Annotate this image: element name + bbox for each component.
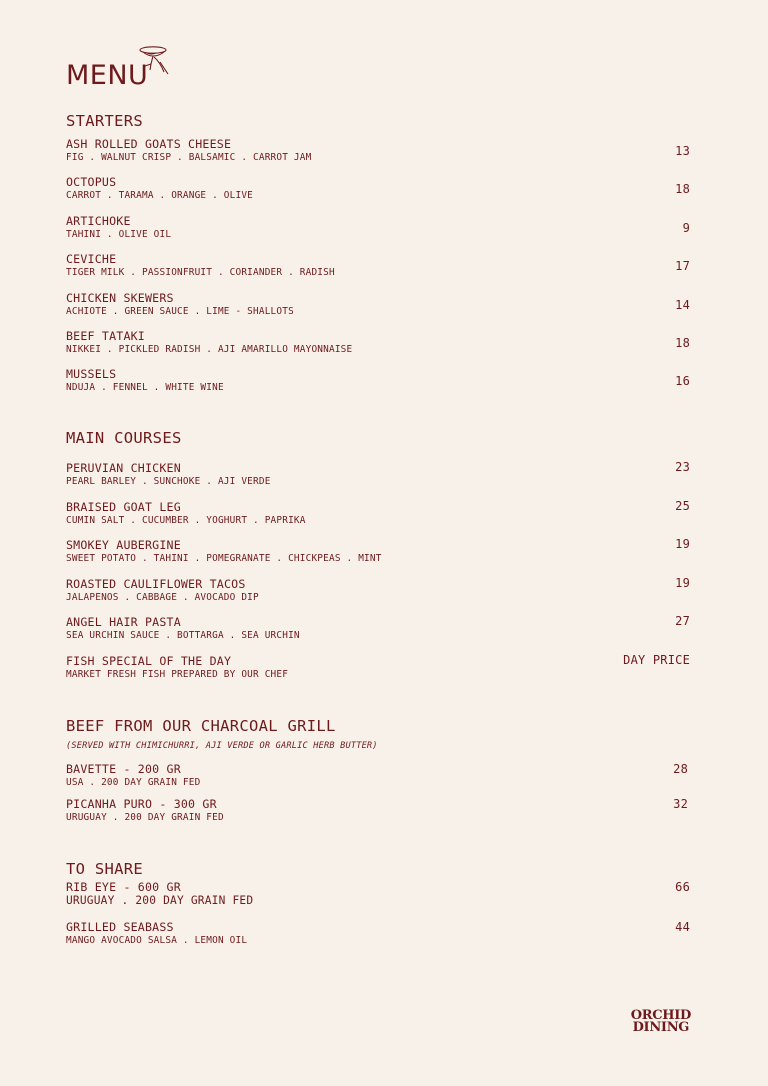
- item-price: 44: [675, 919, 690, 934]
- item-name: CHICKEN SKEWERS: [66, 290, 174, 305]
- item-price: 14: [675, 297, 690, 312]
- item-name: ARTICHOKE: [66, 213, 131, 228]
- section-starters: [66, 111, 690, 407]
- section-title: MAIN COURSES: [66, 429, 182, 447]
- menu-item: [66, 138, 690, 176]
- menu-item: [66, 215, 690, 253]
- item-name: GRILLED SEABASS: [66, 919, 174, 934]
- menu-item: [66, 498, 690, 540]
- item-name: ROASTED CAULIFLOWER TACOS: [66, 576, 246, 591]
- menu-item: [66, 881, 690, 921]
- item-name: ANGEL HAIR PASTA: [66, 615, 181, 630]
- item-desc: CUMIN SALT . CUCUMBER . YOGHURT . PAPRIKA: [66, 514, 306, 526]
- item-price: 25: [675, 498, 690, 513]
- section-title: BEEF FROM OUR CHARCOAL GRILL: [66, 717, 336, 735]
- section-title: STARTERS: [66, 112, 144, 130]
- menu-item: [66, 763, 690, 798]
- item-name: RIB EYE - 600 GR: [66, 880, 181, 894]
- menu-item: [66, 921, 690, 961]
- item-desc: TAHINI . OLIVE OIL: [66, 228, 172, 240]
- item-price: 23: [675, 460, 690, 474]
- item-desc: PEARL BARLEY . SUNCHOKE . AJI VERDE: [66, 476, 271, 487]
- item-name: FISH SPECIAL OF THE DAY: [66, 653, 232, 668]
- page-title: MENU: [66, 60, 149, 91]
- section-note: (SERVED WITH CHIMICHURRI, AJI VERDE OR GARLIC HERB BUTTER): [66, 741, 378, 751]
- item-name: ASH ROLLED GOATS CHEESE: [66, 137, 232, 151]
- item-desc: CARROT . TARAMA . ORANGE . OLIVE: [66, 190, 254, 202]
- item-name: MUSSELS: [66, 367, 117, 382]
- item-name: SMOKEY AUBERGINE: [66, 538, 181, 553]
- section-main-courses: [66, 428, 690, 694]
- item-price: 9: [682, 220, 690, 235]
- item-price: 19: [675, 537, 690, 552]
- item-price: 16: [675, 374, 690, 389]
- brand-line-2: DINING: [632, 1020, 690, 1035]
- item-desc: NIKKEI . PICKLED RADISH . AJI AMARILLO MAYONNAISE: [66, 343, 353, 355]
- menu-item: [66, 292, 690, 330]
- menu-item: [66, 652, 690, 694]
- item-desc: ACHIOTE . GREEN SAUCE . LIME - SHALLOTS: [66, 305, 294, 317]
- item-desc: FIG . WALNUT CRISP . BALSAMIC . CARROT JAM: [66, 152, 312, 163]
- item-name: OCTOPUS: [66, 175, 117, 190]
- item-price: 13: [675, 144, 690, 158]
- item-price: 17: [675, 259, 690, 274]
- item-price: 18: [675, 182, 690, 197]
- menu-item: [66, 539, 690, 578]
- menu-item: [66, 176, 690, 214]
- brand-logo: [631, 1010, 691, 1034]
- item-name: BAVETTE - 200 GR: [66, 762, 181, 776]
- item-price: 32: [673, 796, 688, 811]
- item-name: BEEF TATAKI: [66, 328, 145, 343]
- section-charcoal-grill: [66, 716, 690, 832]
- menu-item: [66, 330, 690, 368]
- item-price: DAY PRICE: [623, 652, 690, 667]
- item-name: CEVICHE: [66, 252, 117, 267]
- menu-item: [66, 253, 690, 291]
- item-name: PICANHA PURO - 300 GR: [66, 796, 217, 811]
- item-desc: URUGUAY . 200 DAY GRAIN FED: [66, 811, 224, 823]
- item-desc: SEA URCHIN SAUCE . BOTTARGA . SEA URCHIN: [66, 630, 300, 642]
- orchid-icon: [136, 44, 172, 76]
- menu-item: [66, 462, 690, 501]
- item-desc: SWEET POTATO . TAHINI . POMEGRANATE . CHICKPEAS . MINT: [66, 553, 382, 565]
- item-price: 66: [675, 880, 690, 894]
- menu-item: [66, 616, 690, 655]
- item-desc: USA . 200 DAY GRAIN FED: [66, 777, 201, 788]
- item-desc: NDUJA . FENNEL . WHITE WINE: [66, 382, 224, 394]
- brand-line-1: ORCHID: [630, 1008, 691, 1023]
- menu-item: [66, 575, 690, 617]
- item-desc: MANGO AVOCADO SALSA . LEMON OIL: [66, 934, 248, 946]
- item-name: BRAISED GOAT LEG: [66, 499, 181, 514]
- item-desc: TIGER MILK . PASSIONFRUIT . CORIANDER . RADISH: [66, 267, 335, 279]
- item-name: PERUVIAN CHICKEN: [66, 461, 181, 475]
- section-title: TO SHARE: [66, 860, 144, 878]
- item-desc: MARKET FRESH FISH PREPARED BY OUR CHEF: [66, 668, 289, 680]
- item-price: 18: [675, 335, 690, 350]
- item-price: 28: [673, 762, 688, 776]
- menu-item: [66, 368, 690, 406]
- item-desc: JALAPENOS . CABBAGE . AVOCADO DIP: [66, 591, 259, 603]
- section-to-share: [66, 859, 690, 961]
- menu-item: [66, 798, 690, 833]
- item-price: 19: [675, 575, 690, 590]
- item-price: 27: [675, 614, 690, 629]
- item-desc: URUGUAY . 200 DAY GRAIN FED: [66, 894, 254, 907]
